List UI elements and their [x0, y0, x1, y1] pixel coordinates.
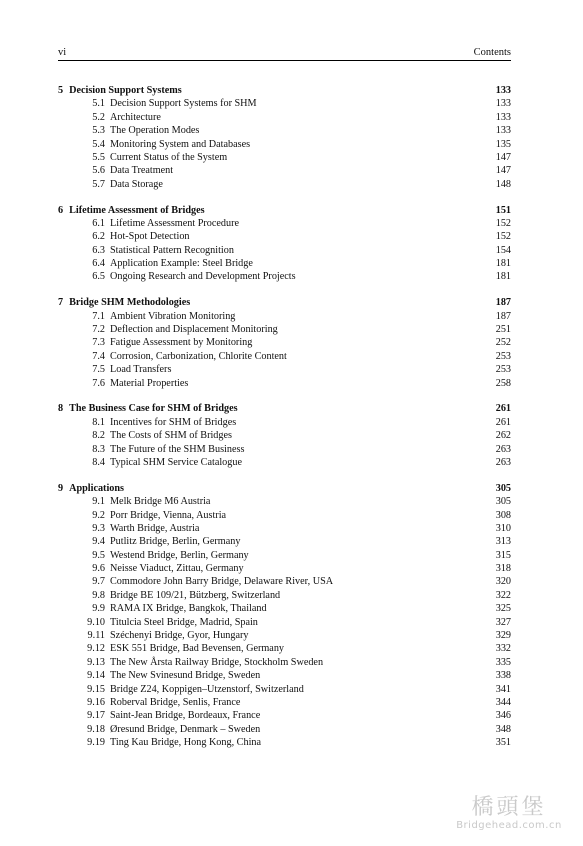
chapter-number: 9: [58, 482, 64, 494]
section-entry[interactable]: [58, 178, 511, 191]
section-number: 5.4: [92, 138, 105, 150]
section-page: 310: [495, 522, 511, 534]
chapter-title: Lifetime Assessment of Bridges: [69, 204, 205, 216]
section-title: Putlitz Bridge, Berlin, Germany: [110, 536, 241, 548]
section-entry[interactable]: [58, 377, 511, 390]
section-entry[interactable]: [58, 736, 511, 749]
chapter-entry[interactable]: [58, 204, 511, 217]
section-page: 152: [495, 217, 511, 229]
section-entry[interactable]: [58, 138, 511, 151]
section-page: 313: [495, 536, 511, 548]
section-number: 5.5: [92, 151, 105, 163]
section-number: 8.1: [92, 416, 105, 428]
chapter-number: 6: [58, 204, 64, 216]
section-heading: [75, 363, 171, 376]
section-heading: [75, 669, 260, 682]
section-title: The Costs of SHM of Bridges: [110, 430, 232, 442]
section-heading: [75, 736, 261, 749]
chapter-entry[interactable]: [58, 296, 511, 309]
section-title: Széchenyi Bridge, Gyor, Hungary: [110, 630, 249, 642]
section-page: 329: [495, 630, 511, 642]
section-page: 315: [495, 549, 511, 561]
chapter-title: Bridge SHM Methodologies: [69, 297, 191, 309]
section-heading: [75, 217, 239, 230]
section-title: Deflection and Displacement Monitoring: [110, 324, 278, 336]
section-title: Porr Bridge, Vienna, Austria: [110, 509, 227, 521]
chapter-page: 305: [495, 482, 511, 494]
section-entry[interactable]: [58, 111, 511, 124]
chapter-block: [58, 204, 511, 284]
section-title: Ting Kau Bridge, Hong Kong, China: [110, 737, 262, 749]
chapter-block: [58, 296, 511, 390]
section-heading: [75, 164, 173, 177]
section-heading: [75, 723, 260, 736]
section-number: 7.1: [92, 310, 105, 322]
chapter-page: 151: [495, 204, 511, 216]
section-title: Decision Support Systems for SHM: [110, 98, 257, 110]
section-page: 338: [495, 670, 511, 682]
section-title: Titulcia Steel Bridge, Madrid, Spain: [110, 616, 258, 628]
section-entry[interactable]: [58, 696, 511, 709]
section-title: ESK 551 Bridge, Bad Bevensen, Germany: [110, 643, 285, 655]
section-page: 263: [495, 443, 511, 455]
section-number: 6.5: [92, 271, 105, 283]
section-number: 9.5: [92, 549, 105, 561]
chapter-page: 187: [495, 297, 511, 309]
chapter-number: 7: [58, 297, 64, 309]
section-number: 9.19: [87, 737, 105, 749]
section-number: 9.8: [92, 589, 105, 601]
section-title: The New Svinesund Bridge, Sweden: [110, 670, 261, 682]
section-number: 9.11: [87, 630, 105, 642]
section-heading: [75, 549, 249, 562]
section-number: 6.2: [92, 231, 105, 243]
section-entry[interactable]: [58, 151, 511, 164]
section-heading: [75, 509, 226, 522]
section-number: 8.2: [92, 430, 105, 442]
page-number: vi: [58, 47, 67, 58]
section-entry[interactable]: [58, 642, 511, 655]
chapter-title: Decision Support Systems: [69, 85, 182, 96]
section-number: 9.12: [87, 643, 105, 655]
section-page: 305: [495, 496, 511, 508]
section-page: 253: [495, 350, 511, 362]
chapter-heading: [58, 482, 124, 495]
section-heading: [75, 443, 244, 456]
section-heading: [75, 97, 257, 110]
section-page: 263: [495, 456, 511, 468]
section-entry[interactable]: [58, 443, 511, 456]
section-heading: [75, 323, 278, 336]
section-title: Load Transfers: [110, 364, 172, 376]
section-page: 258: [495, 377, 511, 389]
section-number: 6.1: [92, 217, 105, 229]
section-page: 318: [495, 563, 511, 575]
section-number: 9.1: [92, 496, 105, 508]
section-entry[interactable]: [58, 669, 511, 682]
section-entry[interactable]: [58, 709, 511, 722]
section-page: 187: [495, 310, 511, 322]
section-page: 335: [495, 656, 511, 668]
section-entry[interactable]: [58, 416, 511, 429]
chapter-page: 133: [495, 85, 511, 96]
section-heading: [75, 257, 253, 270]
section-page: 348: [495, 723, 511, 735]
section-page: 344: [495, 696, 511, 708]
running-title: Contents: [473, 47, 511, 58]
chapter-block: [58, 84, 511, 191]
section-number: 5.2: [92, 111, 105, 123]
section-page: 341: [495, 683, 511, 695]
section-title: Monitoring System and Databases: [110, 138, 251, 150]
section-number: 7.3: [92, 337, 105, 349]
chapter-entry[interactable]: [58, 482, 511, 495]
section-entry[interactable]: [58, 257, 511, 270]
section-entry[interactable]: [58, 97, 511, 110]
section-entry[interactable]: [58, 363, 511, 376]
section-entry[interactable]: [58, 230, 511, 243]
table-of-contents: [58, 84, 511, 762]
section-heading: [75, 270, 296, 283]
section-title: The Future of the SHM Business: [110, 443, 245, 455]
chapter-block: [58, 482, 511, 750]
section-heading: [75, 416, 236, 429]
section-page: 147: [495, 151, 511, 163]
section-number: 5.1: [92, 98, 105, 110]
section-heading: [75, 377, 188, 390]
section-number: 6.3: [92, 244, 105, 256]
section-heading: [75, 575, 333, 588]
chapter-entry[interactable]: [58, 84, 511, 97]
section-number: 9.4: [92, 536, 105, 548]
section-heading: [75, 535, 240, 548]
section-number: 8.3: [92, 443, 105, 455]
section-heading: [75, 111, 161, 124]
section-title: Material Properties: [110, 377, 189, 389]
section-title: Data Treatment: [110, 165, 174, 177]
section-number: 9.14: [87, 670, 105, 682]
section-heading: [75, 244, 234, 257]
section-heading: [75, 642, 284, 655]
section-page: 327: [495, 616, 511, 628]
section-number: 9.6: [92, 563, 105, 575]
section-title: Saint-Jean Bridge, Bordeaux, France: [110, 710, 261, 722]
section-number: 9.10: [87, 616, 105, 628]
section-heading: [75, 495, 210, 508]
section-entry[interactable]: [58, 244, 511, 257]
section-entry[interactable]: [58, 509, 511, 522]
section-entry[interactable]: [58, 323, 511, 336]
section-number: 9.18: [87, 723, 105, 735]
section-title: Hot-Spot Detection: [110, 231, 190, 243]
section-title: Melk Bridge M6 Austria: [110, 496, 211, 508]
section-title: RAMA IX Bridge, Bangkok, Thailand: [110, 603, 267, 615]
chapter-number: 8: [58, 403, 64, 415]
section-page: 253: [495, 364, 511, 376]
section-page: 252: [495, 337, 511, 349]
section-number: 9.16: [87, 696, 105, 708]
section-number: 9.17: [87, 710, 105, 722]
section-title: Roberval Bridge, Senlis, France: [110, 696, 241, 708]
section-number: 9.2: [92, 509, 105, 521]
chapter-heading: [58, 204, 205, 217]
section-title: Bridge Z24, Koppigen–Utzenstorf, Switzerland: [110, 683, 304, 695]
section-page: 135: [495, 138, 511, 150]
chapter-number: 5: [58, 85, 64, 96]
section-number: 8.4: [92, 456, 105, 468]
section-entry[interactable]: [58, 629, 511, 642]
chapter-heading: [58, 402, 238, 415]
section-page: 148: [495, 178, 511, 190]
section-page: 332: [495, 643, 511, 655]
section-page: 154: [495, 244, 511, 256]
section-heading: [75, 429, 232, 442]
section-entry[interactable]: [58, 656, 511, 669]
section-page: 308: [495, 509, 511, 521]
section-heading: [75, 230, 190, 243]
section-number: 5.6: [92, 165, 105, 177]
section-entry[interactable]: [58, 270, 511, 283]
section-entry[interactable]: [58, 217, 511, 230]
chapter-block: [58, 402, 511, 469]
section-heading: [75, 522, 199, 535]
section-title: Typical SHM Service Catalogue: [110, 456, 242, 468]
section-page: 133: [495, 125, 511, 137]
section-title: Westend Bridge, Berlin, Germany: [110, 549, 249, 561]
section-heading: [75, 350, 287, 363]
section-number: 7.4: [92, 350, 105, 362]
section-title: Ongoing Research and Development Projects: [110, 271, 296, 283]
section-heading: [75, 656, 323, 669]
section-number: 9.13: [87, 656, 105, 668]
watermark-url: Bridgehead.com.cn: [456, 820, 562, 831]
section-entry[interactable]: [58, 336, 511, 349]
section-entry[interactable]: [58, 350, 511, 363]
section-number: 5.7: [92, 178, 105, 190]
section-number: 9.9: [92, 603, 105, 615]
section-number: 6.4: [92, 258, 105, 270]
section-entry[interactable]: [58, 589, 511, 602]
section-heading: [75, 138, 250, 151]
section-page: 351: [495, 737, 511, 749]
section-number: 5.3: [92, 125, 105, 137]
section-number: 7.2: [92, 324, 105, 336]
section-heading: [75, 456, 242, 469]
section-title: Øresund Bridge, Denmark – Sweden: [110, 723, 261, 735]
section-page: 181: [495, 258, 511, 270]
section-title: Bridge BE 109/21, Bützberg, Switzerland: [110, 589, 281, 601]
section-title: Current Status of the System: [110, 151, 228, 163]
section-entry[interactable]: [58, 522, 511, 535]
section-heading: [75, 336, 252, 349]
chapter-title: Applications: [69, 482, 125, 494]
section-entry[interactable]: [58, 164, 511, 177]
section-page: 322: [495, 589, 511, 601]
section-heading: [75, 602, 267, 615]
section-heading: [75, 696, 240, 709]
section-page: 133: [495, 111, 511, 123]
section-page: 325: [495, 603, 511, 615]
section-entry[interactable]: [58, 683, 511, 696]
section-entry[interactable]: [58, 456, 511, 469]
section-entry[interactable]: [58, 495, 511, 508]
section-title: Warth Bridge, Austria: [110, 522, 200, 534]
chapter-title: The Business Case for SHM of Bridges: [69, 403, 238, 415]
section-title: The Operation Modes: [110, 125, 200, 137]
section-page: 262: [495, 430, 511, 442]
section-title: Lifetime Assessment Procedure: [110, 217, 240, 229]
section-entry[interactable]: [58, 616, 511, 629]
chapter-entry[interactable]: [58, 402, 511, 415]
section-title: Ambient Vibration Monitoring: [110, 310, 236, 322]
section-page: 152: [495, 231, 511, 243]
section-heading: [75, 178, 163, 191]
chapter-page: 261: [495, 403, 511, 415]
section-page: 261: [495, 416, 511, 428]
section-page: 147: [495, 165, 511, 177]
section-title: Data Storage: [110, 178, 163, 190]
watermark: [449, 796, 569, 838]
section-entry[interactable]: [58, 310, 511, 323]
section-title: Commodore John Barry Bridge, Delaware River, USA: [110, 576, 334, 588]
section-entry[interactable]: [58, 549, 511, 562]
section-page: 133: [495, 98, 511, 110]
section-heading: [75, 709, 260, 722]
chapter-heading: [58, 84, 182, 97]
section-entry[interactable]: [58, 602, 511, 615]
section-page: 346: [495, 710, 511, 722]
section-page: 251: [495, 324, 511, 336]
section-heading: [75, 629, 249, 642]
section-entry[interactable]: [58, 124, 511, 137]
section-page: 181: [495, 271, 511, 283]
section-number: 9.3: [92, 522, 105, 534]
chapter-heading: [58, 296, 190, 309]
section-number: 9.7: [92, 576, 105, 588]
section-title: Corrosion, Carbonization, Chlorite Content: [110, 350, 287, 362]
section-title: The New Årsta Railway Bridge, Stockholm Sweden: [110, 656, 324, 668]
page-header: [58, 44, 511, 61]
section-entry[interactable]: [58, 562, 511, 575]
section-title: Architecture: [110, 111, 161, 123]
section-title: Neisse Viaduct, Zittau, Germany: [110, 563, 244, 575]
section-page: 320: [495, 576, 511, 588]
section-number: 7.5: [92, 364, 105, 376]
section-heading: [75, 589, 280, 602]
section-title: Incentives for SHM of Bridges: [110, 416, 237, 428]
section-entry[interactable]: [58, 575, 511, 588]
section-title: Application Example: Steel Bridge: [110, 258, 253, 270]
section-heading: [75, 683, 304, 696]
section-title: Statistical Pattern Recognition: [110, 244, 234, 256]
section-title: Fatigue Assessment by Monitoring: [110, 337, 253, 349]
section-heading: [75, 151, 227, 164]
section-number: 7.6: [92, 377, 105, 389]
section-heading: [75, 616, 258, 629]
watermark-logo: 橋頭堡: [471, 795, 547, 820]
section-entry[interactable]: [58, 723, 511, 736]
section-entry[interactable]: [58, 535, 511, 548]
section-heading: [75, 124, 199, 137]
section-number: 9.15: [87, 683, 105, 695]
section-heading: [75, 310, 235, 323]
section-heading: [75, 562, 244, 575]
section-entry[interactable]: [58, 429, 511, 442]
